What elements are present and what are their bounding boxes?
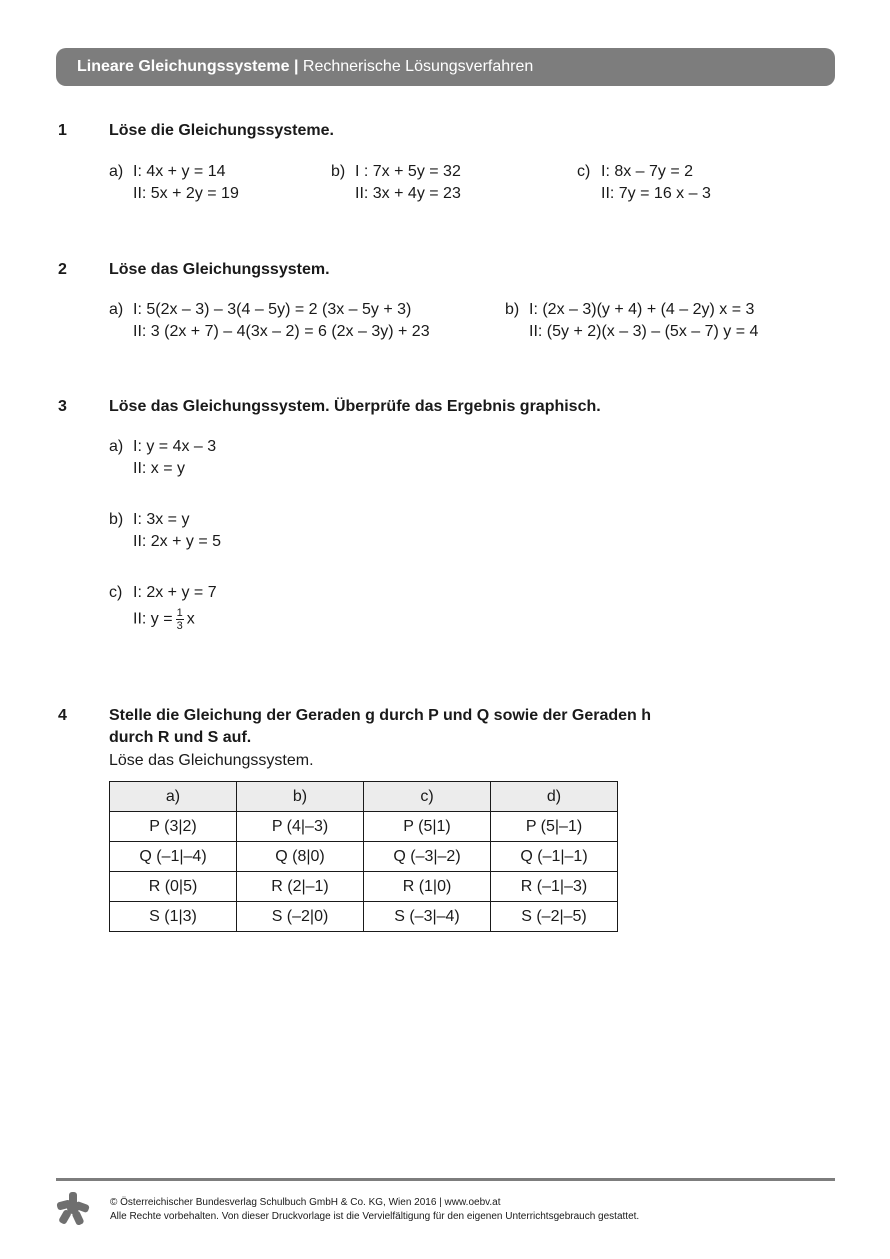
table-cell: P (5|1)	[364, 812, 491, 842]
table-header-cell: a)	[110, 782, 237, 812]
task3-a-label: a)	[109, 438, 124, 455]
task4-subtitle: Löse das Gleichungssystem.	[109, 752, 314, 769]
task3-a-eq2: II: x = y	[133, 460, 186, 477]
table-cell: Q (8|0)	[237, 842, 364, 872]
table-header-cell: c)	[364, 782, 491, 812]
task3-a-eq1: I: y = 4x – 3	[133, 438, 217, 455]
task3-c-label: c)	[109, 584, 123, 601]
table-cell: S (–2|–5)	[491, 902, 618, 932]
task3-title: Löse das Gleichungssystem. Überprüfe das Ergebnis graphisch.	[109, 398, 601, 415]
table-cell: Q (–3|–2)	[364, 842, 491, 872]
task2-b-label: b)	[505, 301, 520, 318]
task2-a-eq1: I: 5(2x – 3) – 3(4 – 5y) = 2 (3x – 5y + 3)	[133, 301, 412, 318]
task1-b-label: b)	[331, 163, 346, 180]
header-title-rest: Rechnerische Lösungsverfahren	[298, 58, 534, 75]
table-header-row	[110, 782, 618, 812]
task2-title: Löse das Gleichungssystem.	[109, 261, 330, 278]
table-row	[110, 842, 618, 872]
task1-title: Löse die Gleichungssysteme.	[109, 122, 334, 139]
table-cell: Q (–1|–1)	[491, 842, 618, 872]
fraction-denominator: 3	[176, 620, 183, 632]
task3-b-eq1: I: 3x = y	[133, 511, 190, 528]
table-cell: P (3|2)	[110, 812, 237, 842]
task1-b-eq1: I : 7x + 5y = 32	[355, 163, 461, 180]
task2-b-eq1: I: (2x – 3)(y + 4) + (4 – 2y) x = 3	[529, 301, 755, 318]
publisher-logo-icon	[55, 1190, 91, 1226]
header-title-bold: Lineare Gleichungssysteme |	[77, 58, 299, 75]
task1-c-eq1: I: 8x – 7y = 2	[601, 163, 694, 180]
task4-title-line1: Stelle die Gleichung der Geraden g durch P und Q sowie der Geraden h	[109, 707, 652, 724]
points-table	[109, 781, 618, 932]
task1-a-label: a)	[109, 163, 124, 180]
footer-divider	[56, 1178, 835, 1181]
task2-a-eq2: II: 3 (2x + 7) – 4(3x – 2) = 6 (2x – 3y) + 23	[133, 323, 430, 340]
task1-c-label: c)	[577, 163, 591, 180]
fraction-numerator: 1	[176, 607, 183, 619]
table-row	[110, 902, 618, 932]
task3-b-label: b)	[109, 511, 124, 528]
table-cell: R (2|–1)	[237, 872, 364, 902]
task2-number: 2	[58, 261, 67, 278]
task3-number: 3	[58, 398, 67, 415]
task4-number: 4	[58, 707, 67, 724]
table-cell: R (–1|–3)	[491, 872, 618, 902]
task1-a-eq1: I: 4x + y = 14	[133, 163, 226, 180]
table-cell: P (5|–1)	[491, 812, 618, 842]
table-header-cell: b)	[237, 782, 364, 812]
table-cell: R (1|0)	[364, 872, 491, 902]
task1-c-eq2: II: 7y = 16 x – 3	[601, 185, 711, 202]
footer-copyright: © Österreichischer Bundesverlag Schulbuch GmbH & Co. KG, Wien 2016 | www.oebv.at	[110, 1197, 501, 1208]
table-cell: R (0|5)	[110, 872, 237, 902]
table-cell: S (–3|–4)	[364, 902, 491, 932]
task2-b-eq2: II: (5y + 2)(x – 3) – (5x – 7) y = 4	[529, 323, 759, 340]
table-row	[110, 872, 618, 902]
table-cell: Q (–1|–4)	[110, 842, 237, 872]
task2-a-label: a)	[109, 301, 124, 318]
header-bar	[56, 48, 835, 86]
task1-b-eq2: II: 3x + 4y = 23	[355, 185, 461, 202]
task1-number: 1	[58, 122, 67, 139]
table-header-cell: d)	[491, 782, 618, 812]
table-cell: S (–2|0)	[237, 902, 364, 932]
task4-title-line2: durch R und S auf.	[109, 729, 252, 746]
table-cell: S (1|3)	[110, 902, 237, 932]
task1-a	[109, 161, 123, 183]
task1-a-eq2: II: 5x + 2y = 19	[133, 185, 239, 202]
table-row	[110, 812, 618, 842]
table-cell: P (4|–3)	[237, 812, 364, 842]
task3-c-eq1: I: 2x + y = 7	[133, 584, 217, 601]
task3-c-eq2-prefix: II: y =	[133, 610, 173, 628]
task3-c-eq2-suffix: x	[186, 610, 195, 628]
footer-text	[110, 1196, 639, 1224]
task3-c-eq2	[133, 607, 195, 632]
task3-b-eq2: II: 2x + y = 5	[133, 533, 222, 550]
footer-rights: Alle Rechte vorbehalten. Von dieser Druckvorlage ist die Vervielfältigung für den eigenen Unterrichtsgebrauch gestattet.	[110, 1211, 640, 1222]
fraction-one-third	[176, 607, 184, 632]
